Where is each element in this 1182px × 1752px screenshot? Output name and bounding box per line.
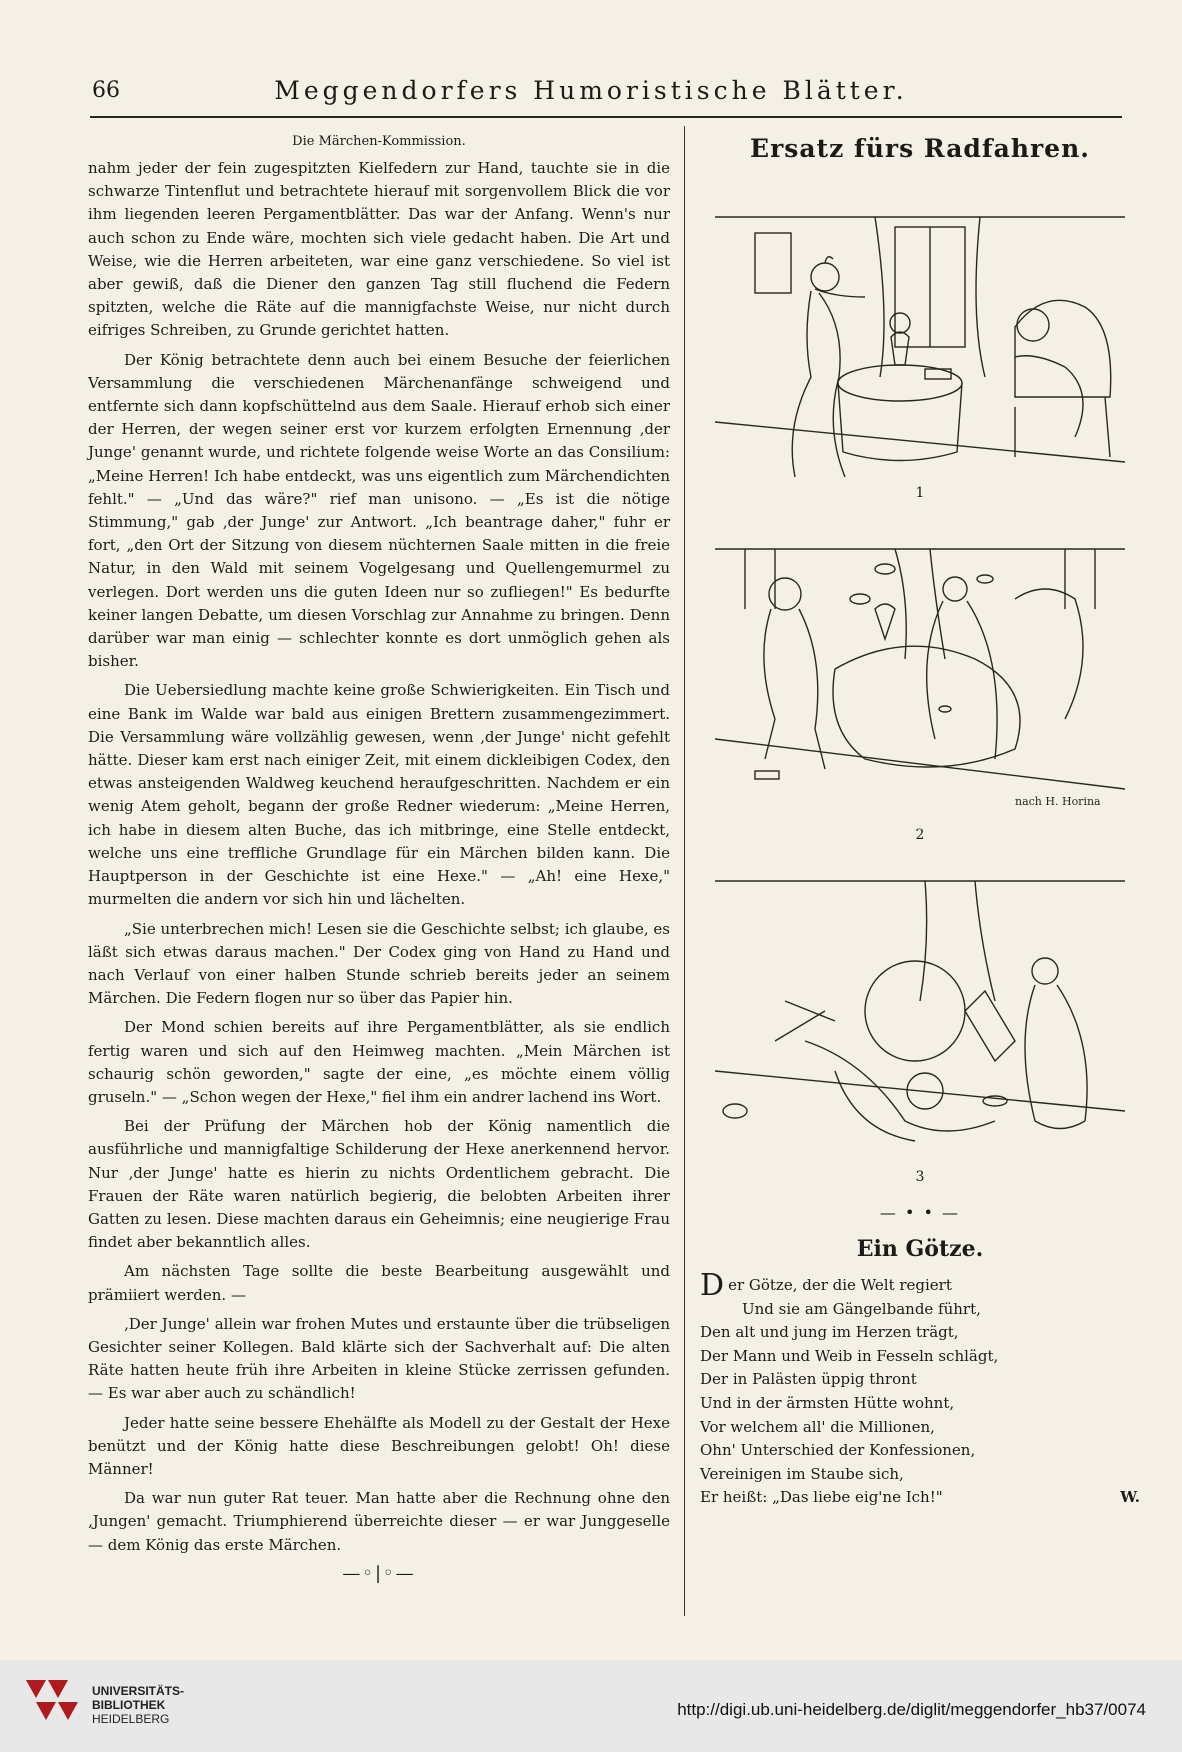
poem-line: Und in der ärmsten Hütte wohnt, <box>700 1393 955 1412</box>
artist-signature: nach H. Horina <box>1015 795 1101 808</box>
comic-title: Ersatz fürs Radfahren. <box>750 134 1090 163</box>
poem-line: Der Götze, der die Welt regiert <box>700 1268 952 1303</box>
article-paragraph: Der Mond schien bereits auf ihre Pergamentblätter, als sie endlich fertig waren und sich auf den Heimweg machten. „Mein Märchen ist schaurig schön geworden," sagte der eine, „es möchte einem völlig gruseln." — „Schon wegen der Hexe," fiel ihm ein andrer lachend ins Wort. <box>88 1018 670 1106</box>
article-column <box>88 126 670 1584</box>
page-number: 66 <box>92 78 120 103</box>
poem-line: Der in Palästen üppig thront <box>700 1370 917 1389</box>
footer-bar <box>0 1660 1182 1752</box>
poem-line: Vor welchem all' die Millionen, <box>700 1417 935 1436</box>
library-name: UNIVERSITÄTS- BIBLIOTHEK HEIDELBERG <box>92 1684 185 1726</box>
article-paragraph: „Sie unterbrechen mich! Lesen sie die Geschichte selbst; ich glaube, es läßt sich etwas daraus machen." Der Codex ging von Hand zu Hand und nach Verlauf von einer halben Stunde schrieb bereits jeder an seinem Märchen. Die Federn flogen nur so über das Papier hin. <box>88 919 670 1008</box>
article-paragraph: nahm jeder der fein zugespitzten Kielfedern zur Hand, tauchte sie in die schwarze Tintenflut und betrachtete hierauf mit sorgenvollem Blick die vor ihm liegenden leeren Pergamentblätter. Das war der Anfang. Wenn's nur auch schon zu Ende wäre, mochten sich viele gedacht haben. Die Art und Weise, wie die Herren arbeiteten, war eine ganz verschiedene. So viel ist aber gewiß, daß die Diener den ganzen Tag still fluchend die Federn spitzten, welche die Räte auf die mannigfachste Weise, nur nicht durch eifriges Schreiben, zu Grunde gerichtet hatten. <box>88 159 670 340</box>
illustration-man-fallen <box>715 861 1125 1161</box>
separator-ornament: — • • — <box>879 1203 961 1222</box>
poem-line: Den alt und jung im Herzen trägt, <box>700 1323 959 1342</box>
comic-panel-2 <box>715 519 1125 819</box>
poem-line: Und sie am Gängelbande führt, <box>742 1299 981 1318</box>
article-paragraph: Der König betrachtete denn auch bei einem Besuche der feierlichen Versammlung die verschiedenen Märchenanfänge schweigend und entfernte sich dann kopfschüttelnd aus dem Saale. Hierauf erhob sich einer der Herren, der wegen seiner erst vor kurzem erfolgten Ernennung ‚der Junge' genannt wurde, und richtete folgende weise Worte an das Consilium: „Meine Herren! Ich habe entdeckt, was uns eigentlich zum Märchendichten fehlt." — „Und das wäre?" rief man unisono. — „Es ist die nötige Stimmung," gab ‚der Junge' zur Antwort. „Ich beantrage daher," fuhr er fort, „den Ort der Sitzung von diesem nüchternen Saale mitten in die freie Natur, in den Wald mit seinem Vogelgesang und Quellengemurmel zu verlegen. Dort werden uns die guten Ideen nur so zufliegen!" Es bedurfte keiner langen Debatte, um diesen Vorschlag zur Annahme zu bringen. Denn darüber war man einig — schlechter konnte es dort unmöglich gehen als bisher. <box>88 350 670 671</box>
poem-line: Ohn' Unterschied der Konfessionen, <box>700 1441 976 1460</box>
page-title: Meggendorfers Humoristische Blätter. <box>274 76 908 105</box>
poem-author: W. <box>1120 1488 1140 1507</box>
poem-line: Er heißt: „Das liebe eig'ne Ich!" W. <box>700 1486 1140 1510</box>
poem-title: Ein Götze. <box>856 1236 984 1262</box>
illustration-woman-man-table <box>715 177 1125 477</box>
header-rule <box>90 116 1122 118</box>
illustration-table-falling <box>715 519 1125 819</box>
article-paragraph: ‚Der Junge' allein war frohen Mutes und erstaunte über die trübseligen Gesichter seiner Kollegen. Bald klärte sich der Sachverhalt auf: Die alten Räte hatten heute früh ihre Arbeiten in kleine Stücke zerrissen gefunden. — Es war aber auch zu schändlich! <box>88 1314 670 1403</box>
comic-panel-1 <box>715 177 1125 477</box>
panel-caption: 2 <box>915 827 925 843</box>
library-logo-icon <box>22 1676 82 1738</box>
page-header <box>0 0 1182 120</box>
panel-caption: 3 <box>915 1169 925 1185</box>
article-paragraph: Da war nun guter Rat teuer. Man hatte aber die Rechnung ohne den ‚Jungen' gemacht. Triumphierend überreichte dieser — er war Junggeselle — dem König das erste Märchen. <box>88 1489 670 1554</box>
poem-line: Vereinigen im Staube sich, <box>700 1464 904 1483</box>
poem-dropcap: D <box>700 1268 725 1303</box>
article-paragraph: Bei der Prüfung der Märchen hob der König namentlich die ausführliche und mannigfaltige Schilderung der Hexe anerkennend hervor. Nur ‚der Junge' hatte es hierin zu nichts Ordentlichem gebracht. Die Frauen der Räte waren natürlich begierig, die belobten Arbeiten ihrer Gatten zu lesen. Diese machten daraus ein Geheimnis; eine neugierige Frau findet aber bekanntlich alles. <box>88 1117 670 1252</box>
end-ornament: —◦|◦— <box>342 1562 416 1584</box>
source-url-link[interactable]: http://digi.ub.uni-heidelberg.de/diglit/meggendorfer_hb37/0074 <box>677 1700 1146 1719</box>
column-divider <box>684 126 685 1616</box>
comic-panel-3 <box>715 861 1125 1161</box>
panel-caption: 1 <box>915 485 925 501</box>
poem-line: Der Mann und Weib in Fesseln schlägt, <box>700 1346 999 1365</box>
article-paragraph: Die Uebersiedlung machte keine große Schwierigkeiten. Ein Tisch und eine Bank im Walde war bald aus einigen Brettern zusammengezimmert. Die Versammlung wäre vollzählig gewesen, wenn ‚der Junge' nicht gefehlt hätte. Dieser kam erst nach einiger Zeit, mit einem dickleibigen Codex, den etwas ansteigenden Waldweg keuchend heraufgeschritten. Nachdem er ein wenig Atem geholt, begann der große Redner wiederum: „Meine Herren, ich habe in diesem alten Buche, das ich mitbringe, eine Stelle entdeckt, welche uns eine treffliche Grundlage für ein Märchen bilden kann. Die Hauptperson in der Geschichte ist eine Hexe." — „Ah! eine Hexe," murmelten die andern vor sich hin und lächelten. <box>88 681 670 909</box>
section-title: Die Märchen-Kommission. <box>292 134 466 149</box>
article-paragraph: Am nächsten Tage sollte die beste Bearbeitung ausgewählt und prämiiert werden. — <box>88 1262 670 1304</box>
comic-column <box>700 126 1140 1510</box>
poem <box>700 1268 1140 1510</box>
article-paragraph: Jeder hatte seine bessere Ehehälfte als Modell zu der Gestalt der Hexe benützt und der König hatte diese Beschreibungen gelobt! Oh! diese Männer! <box>88 1413 670 1478</box>
